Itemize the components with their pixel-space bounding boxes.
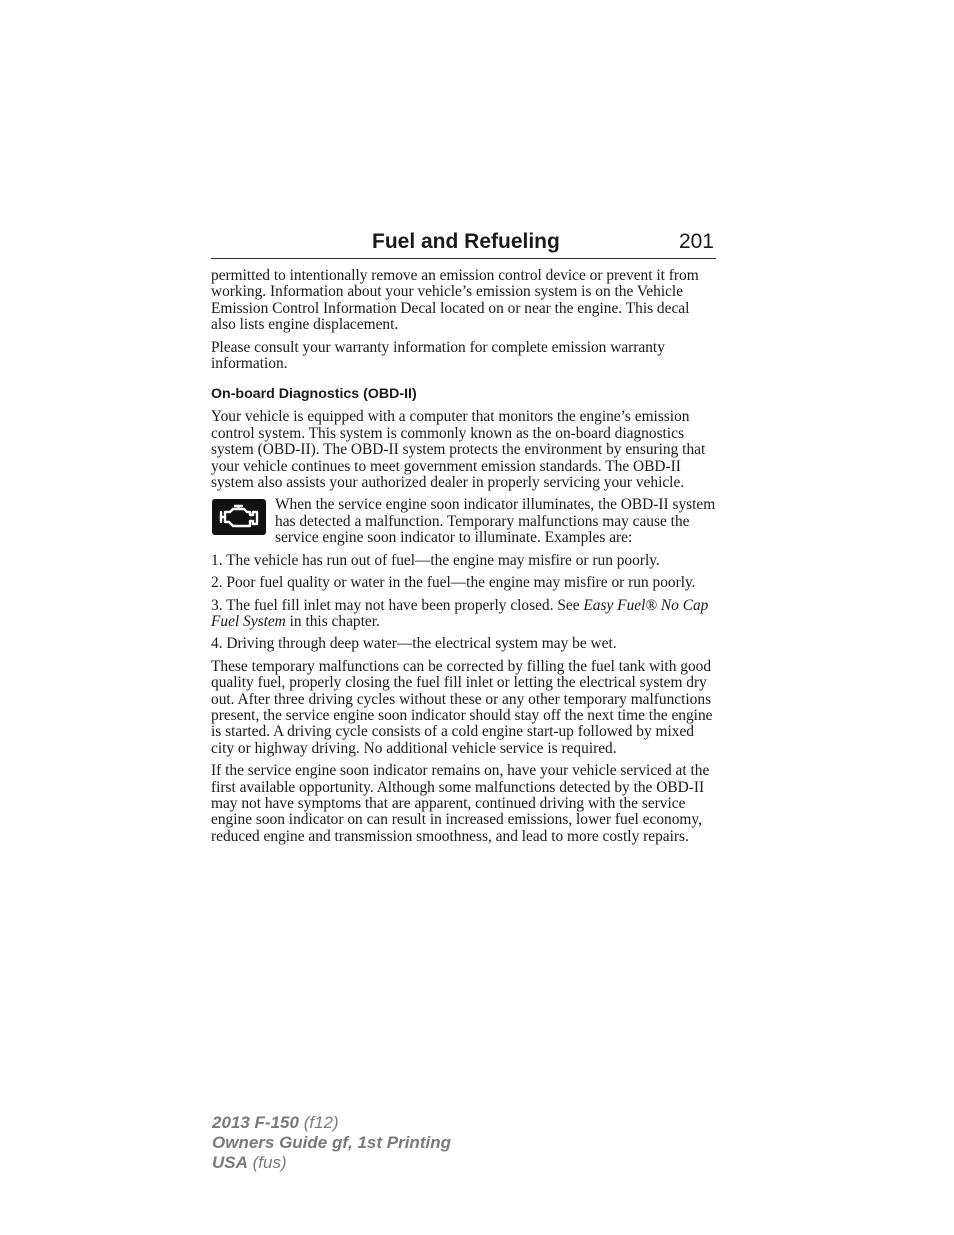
page-header xyxy=(211,228,716,259)
example-4: 4. Driving through deep water—the electrical system may be wet. xyxy=(211,635,617,653)
example-2: 2. Poor fuel quality or water in the fuel—the engine may misfire or run poorly. xyxy=(211,574,696,592)
footer-model-line: 2013 F-150 (f12) xyxy=(212,1113,339,1132)
paragraph-obd-intro: Your vehicle is equipped with a computer that monitors the engine’s emission control system. This system is commonly known as the on-board diagnostics system (OBD-II). The OBD-II system protects the environment by ensuring that your vehicle continues to meet government emission standards. The OBD-II system also assists your authorized dealer in properly servicing your vehicle. xyxy=(211,408,706,492)
cross-reference-link[interactable]: Easy Fuel® No Cap Fuel System xyxy=(211,596,709,630)
paragraph-warranty: Please consult your warranty information for complete emission warranty information. xyxy=(211,338,665,373)
footer-guide-line: Owners Guide gf, 1st Printing xyxy=(212,1133,451,1152)
paragraph-emission-decal: permitted to intentionally remove an emission control device or prevent it from working. Information about your vehicle’s emission system is on the Vehicle Emission Control Information Decal located on or near the engine. This decal also lists engine displacement. xyxy=(211,267,699,334)
page-body xyxy=(211,268,717,851)
indicator-text: When the service engine soon indicator illuminates, the OBD-II system has detected a malfunction. Temporary malfunctions may cause the service engine soon indicator to illuminate. Examples are: xyxy=(275,496,716,547)
page-footer xyxy=(212,1113,451,1173)
page-number: 201 xyxy=(678,230,714,253)
example-1: 1. The vehicle has run out of fuel—the engine may misfire or run poorly. xyxy=(211,551,660,569)
section-title: Fuel and Refueling xyxy=(372,230,560,253)
engine-warning-icon xyxy=(212,499,266,535)
indicator-paragraph xyxy=(211,497,717,546)
paragraph-temporary-malfunctions: These temporary malfunctions can be corrected by filling the fuel tank with good quality fuel, properly closing the fuel fill inlet or letting the electrical system dry out. After three driving cycles without these or any other temporary malfunctions present, the service engine soon indicator should stay off the next time the engine is started. A driving cycle consists of a cold engine start-up followed by mixed city or highway driving. No additional vehicle service is required. xyxy=(211,657,713,757)
example-3: 3. The fuel fill inlet may not have been properly closed. See Easy Fuel® No Cap Fuel System in this chapter. xyxy=(211,596,709,630)
paragraph-indicator-remains-on: If the service engine soon indicator remains on, have your vehicle serviced at the first available opportunity. Although some malfunctions detected by the OBD-II may not have symptoms that are apparent, continued driving with the service engine soon indicator on can result in increased emissions, lower fuel economy, reduced engine and transmission smoothness, and lead to more costly repairs. xyxy=(211,762,710,845)
obd-heading: On-board Diagnostics (OBD-II) xyxy=(211,386,417,403)
footer-region-line: USA (fus) xyxy=(212,1153,287,1172)
